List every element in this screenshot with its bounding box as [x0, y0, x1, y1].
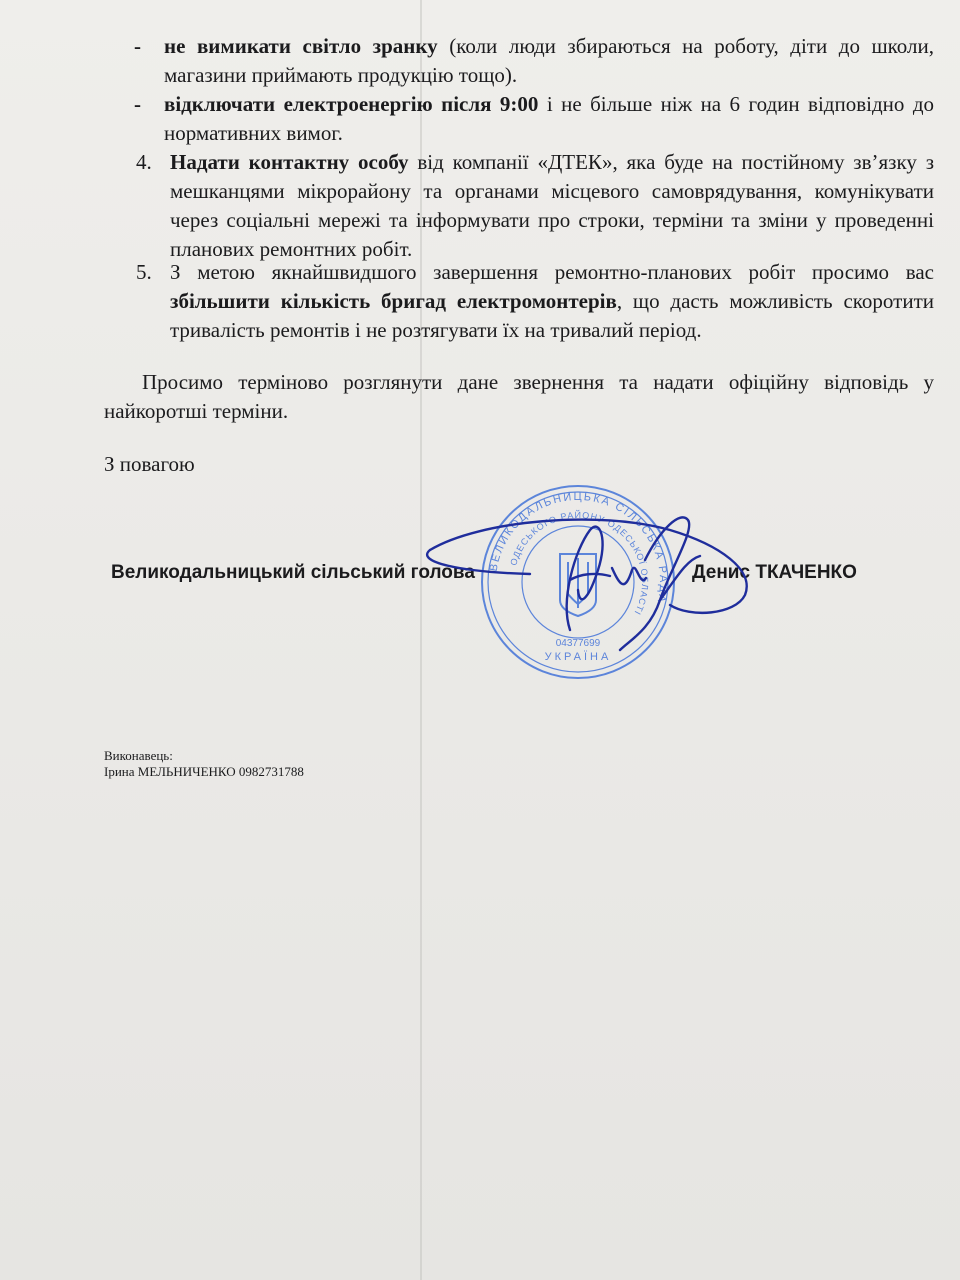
handwritten-signature [420, 500, 760, 660]
numbered-item-bold: збільшити кількість бригад електромонтерів [170, 289, 617, 313]
numbered-item-rest: від компанії «ДТЕК», яка буде на постійному зв’язку з мешканцями мікрорайону та органами місцевого самоврядування, комунікувати через соціальні мережі та інформувати про строки, терміни та зміни у проведенні планових ремонтних робіт. [170, 150, 934, 261]
dash-item-text [164, 90, 934, 148]
seal-inner-text: ОДЕСЬКОГО РАЙОНУ ОДЕСЬКОЇ ОБЛАСТІ [508, 509, 651, 618]
dash-item-bold: відключати електроенергію після 9:00 [164, 92, 539, 116]
seal-outer-text: ВЕЛИКОДАЛЬНИЦЬКА СІЛЬСЬКА РАДА [487, 490, 670, 605]
dash-item-text [164, 32, 934, 90]
numbered-item-bold: Надати контактну особу [170, 150, 409, 174]
seal-code: 04377699 [555, 638, 601, 649]
item-number: 5. [136, 260, 152, 284]
numbered-item-text [170, 258, 934, 345]
item-number: 4. [136, 150, 152, 174]
numbered-item-text [170, 148, 934, 264]
numbered-item-pre: З метою якнайшвидшого завершення ремонтно-планових робіт просимо вас [170, 260, 934, 284]
closing-paragraph: Просимо терміново розглянути дане звернення та надати офіційну відповідь у найкоротші терміни. [104, 370, 934, 423]
executor-contact: Ірина МЕЛЬНИЧЕНКО 0982731788 [104, 764, 304, 779]
executor-label: Виконавець: [104, 748, 173, 763]
signatory-name: Денис ТКАЧЕНКО [692, 562, 857, 583]
dash-marker: - [134, 34, 141, 58]
signatory-title: Великодальницький сільський голова [111, 562, 475, 583]
dash-marker: - [134, 92, 141, 116]
dash-item-rest: (коли люди збираються на роботу, діти до школи, магазини приймають продукцію тощо). [164, 34, 934, 87]
dash-item-bold: не вимикати світло зранку [164, 34, 438, 58]
dash-item-rest: і не більше ніж на 6 годин відповідно до нормативних вимог. [164, 92, 934, 145]
regards-text: З повагою [104, 452, 195, 476]
seal-country: УКРАЇНА [544, 651, 612, 663]
numbered-item-rest: , що дасть можливість скоротити тривалість ремонтів і не розтягувати їх на тривалий період. [170, 289, 934, 342]
